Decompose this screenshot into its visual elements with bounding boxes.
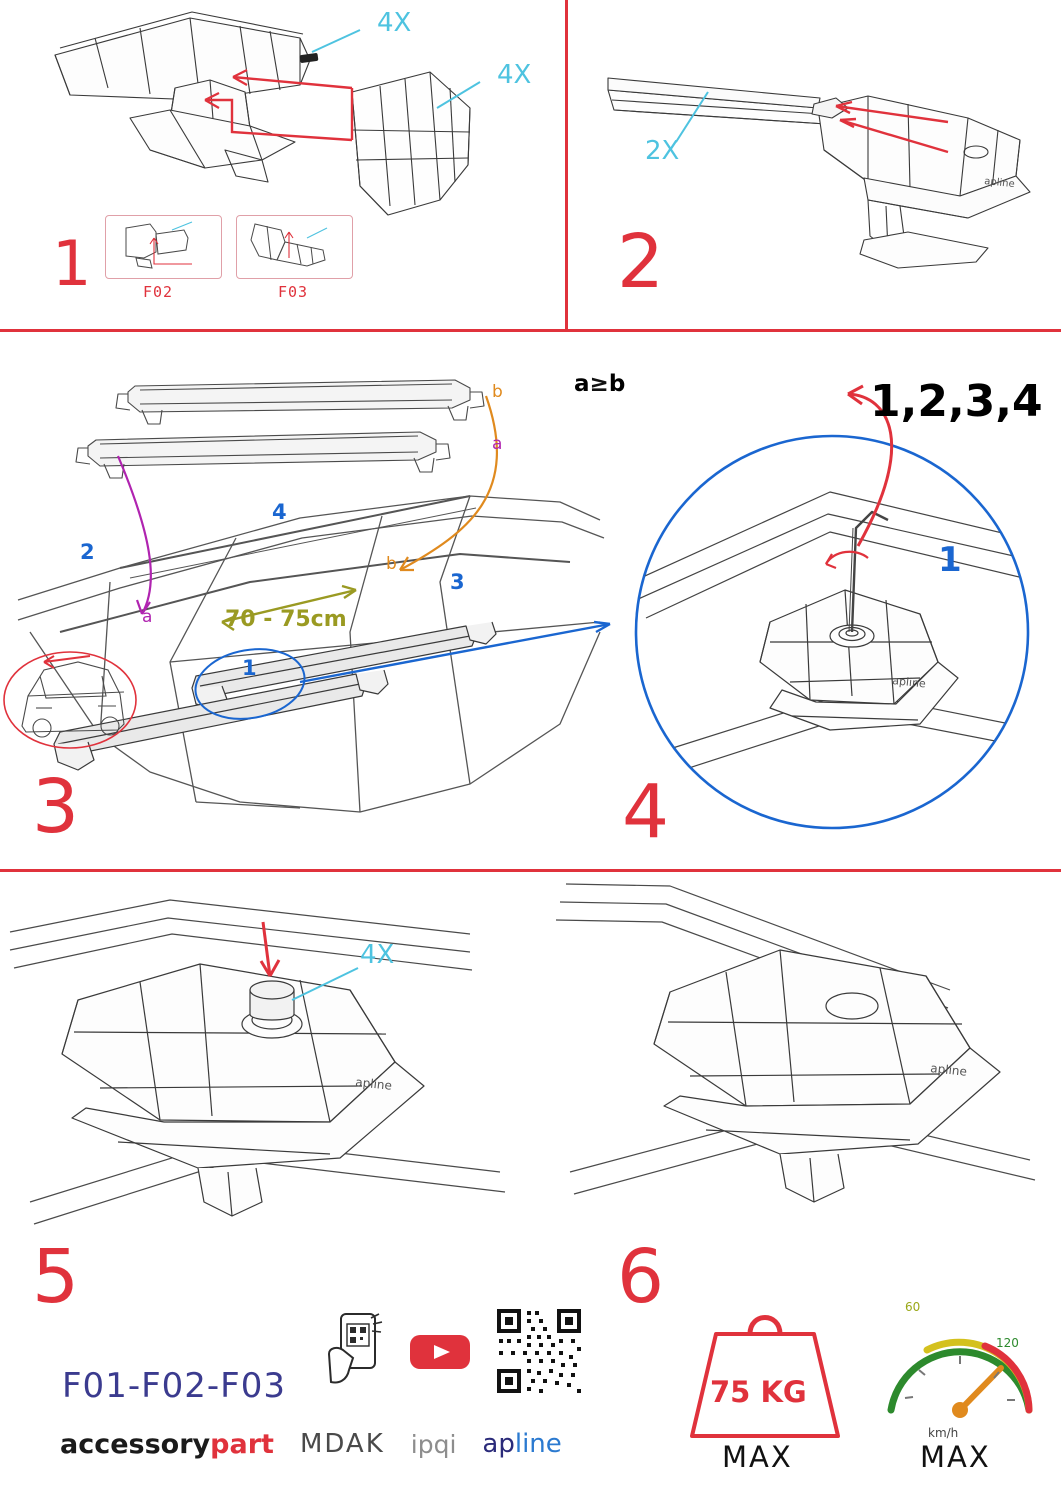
brand-line-text: line — [514, 1429, 562, 1459]
panel4-detail-number: 1 — [938, 540, 962, 580]
weight-value: 75 KG — [710, 1375, 807, 1409]
variant-box-f02 — [105, 215, 222, 279]
step-number-3: 3 — [32, 764, 78, 850]
svg-text:apline: apline — [891, 674, 927, 691]
panel4-sequence — [870, 376, 1043, 427]
step-number-1: 1 — [52, 227, 90, 300]
brand-apline — [482, 1429, 561, 1459]
brand-ap-text: ap — [482, 1429, 515, 1459]
qr-code-icon[interactable] — [493, 1305, 585, 1397]
youtube-icon[interactable] — [409, 1329, 471, 1373]
sequence-rest: ,2,3,4 — [900, 376, 1043, 427]
brand-mdak: MDAK — [299, 1429, 385, 1459]
rule-b: b — [608, 371, 626, 397]
sequence-first: 1 — [870, 376, 901, 427]
rule-a-ge-b — [574, 371, 625, 397]
roof-label-b: b — [386, 554, 397, 574]
brand-accessorypart — [60, 1429, 274, 1460]
gauge-tick-low: 60 — [905, 1300, 921, 1314]
step-number-6: 6 — [617, 1234, 663, 1320]
panel1-callout-top: 4X — [377, 8, 412, 38]
variant-label-f02: F02 — [143, 283, 174, 301]
spacing-label: 70 - 75cm — [225, 607, 347, 632]
brand-ipqi: ipqi — [410, 1429, 457, 1459]
product-code: F01-F02-F03 — [62, 1366, 286, 1406]
step-number-5: 5 — [32, 1234, 78, 1320]
bar-label-a-top: a — [492, 434, 503, 454]
panel-step-2 — [568, 0, 1061, 329]
position-label-1: 1 — [242, 656, 257, 680]
panel2-callout: 2X — [645, 136, 680, 166]
step-number-4: 4 — [622, 769, 668, 855]
roof-label-a: a — [142, 607, 153, 627]
panel-step-1 — [0, 0, 565, 329]
svg-text:apline: apline — [354, 1075, 393, 1093]
variant-label-f03: F03 — [278, 283, 309, 301]
phone-scan-icon[interactable] — [325, 1312, 387, 1390]
svg-text:apline: apline — [983, 176, 1016, 191]
panel-step-3 — [0, 332, 626, 869]
gauge-tick-high: 120 — [996, 1336, 1019, 1350]
footer-icon-row — [325, 1305, 585, 1397]
position-label-3: 3 — [450, 570, 465, 594]
panel5-callout: 4X — [360, 940, 395, 970]
variant-box-f03 — [236, 215, 353, 279]
svg-text:apline: apline — [929, 1061, 968, 1079]
position-label-2: 2 — [80, 540, 95, 564]
speed-unit: km/h — [928, 1426, 959, 1440]
panel1-callout-right: 4X — [497, 60, 532, 90]
bar-label-b-top: b — [492, 382, 503, 402]
brand-accessory-text: accessory — [60, 1428, 211, 1460]
step5-result-illustration — [530, 872, 1061, 1232]
step-number-2: 2 — [617, 219, 663, 305]
panel-step-5-result — [530, 872, 1061, 1232]
panel-step-4 — [620, 332, 1061, 869]
step3-illustration — [0, 332, 620, 869]
speed-max-label: MAX — [920, 1440, 991, 1474]
rule-a: a — [574, 371, 590, 397]
rule-ge: ≥ — [589, 371, 609, 397]
weight-max-label: MAX — [722, 1440, 793, 1474]
position-label-4: 4 — [272, 500, 287, 524]
step5-illustration — [0, 872, 530, 1232]
panel-step-5 — [0, 872, 530, 1232]
brand-row — [60, 1424, 580, 1464]
brand-part-text: part — [210, 1428, 274, 1460]
